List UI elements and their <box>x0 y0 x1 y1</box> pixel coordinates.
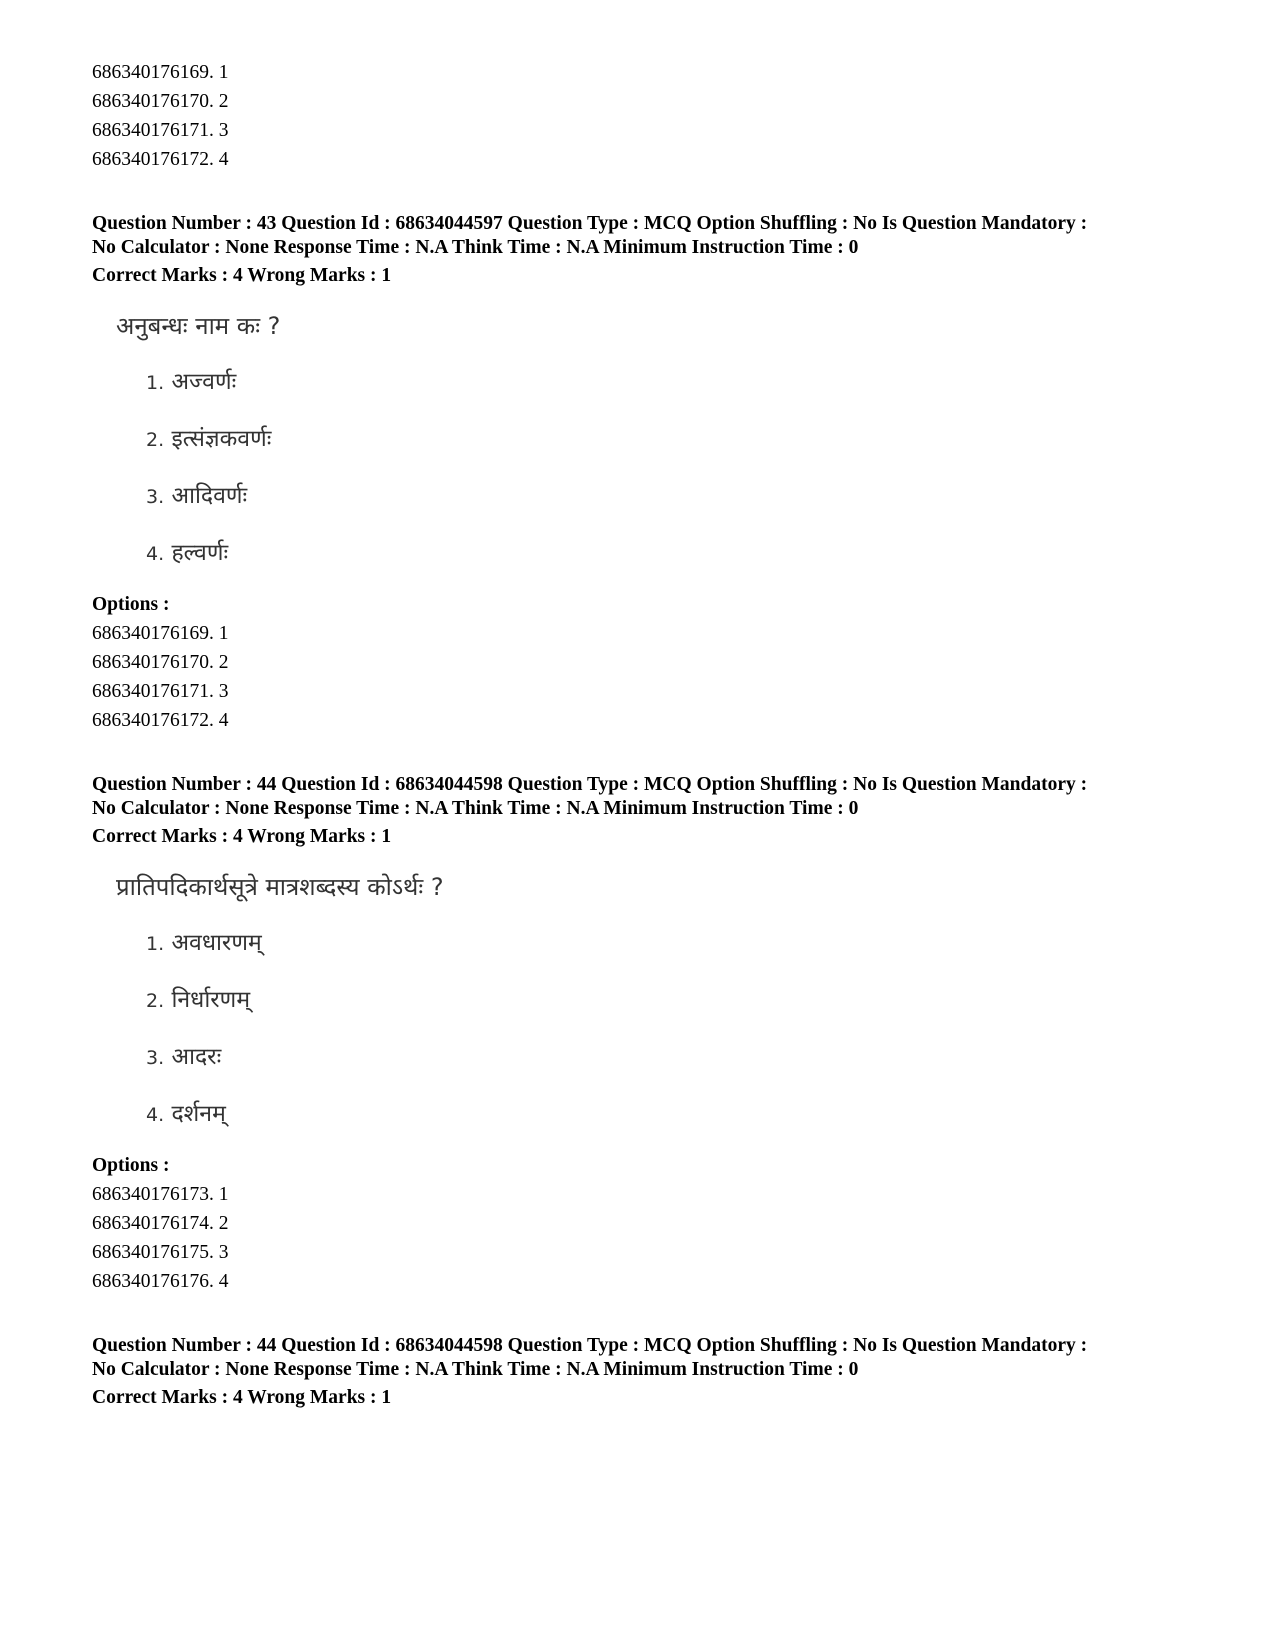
choice-text: अज्वर्णः <box>171 369 237 395</box>
choice-text: दर्शनम् <box>171 1101 226 1127</box>
option-line: 686340176171. 3 <box>92 681 229 702</box>
option-line: 686340176170. 2 <box>92 652 229 673</box>
question-header-line2: No Calculator : None Response Time : N.A Think Time : N.A Minimum Instruction Time : 0 <box>92 1359 859 1380</box>
question-header-line2: No Calculator : None Response Time : N.A Think Time : N.A Minimum Instruction Time : 0 <box>92 237 859 258</box>
question-header <box>92 212 1202 260</box>
question-block-next <box>92 1334 1202 1410</box>
options-label: Options : <box>92 1155 170 1176</box>
question-stem: अनुबन्धः नाम कः ? <box>116 312 281 340</box>
choice-text: आदरः <box>171 1044 222 1070</box>
option-line: 686340176169. 1 <box>92 623 229 644</box>
choice-text: अवधारणम् <box>171 930 262 956</box>
question-body <box>116 873 1202 1129</box>
question-choice <box>146 539 1202 568</box>
question-body <box>116 312 1202 568</box>
choice-number: 3. <box>146 486 165 508</box>
previous-options-list <box>92 58 1202 174</box>
options-list <box>92 1180 1202 1296</box>
question-block-43 <box>92 212 1202 735</box>
question-header-line2: No Calculator : None Response Time : N.A Think Time : N.A Minimum Instruction Time : 0 <box>92 798 859 819</box>
choice-number: 1. <box>146 933 165 955</box>
question-choice <box>146 425 1202 454</box>
question-choice <box>146 1100 1202 1129</box>
question-marks: Correct Marks : 4 Wrong Marks : 1 <box>92 1387 392 1408</box>
document-page <box>92 58 1202 1410</box>
choice-text: आदिवर्णः <box>171 483 248 509</box>
question-choice <box>146 482 1202 511</box>
options-label: Options : <box>92 594 170 615</box>
question-choice <box>146 1043 1202 1072</box>
question-marks: Correct Marks : 4 Wrong Marks : 1 <box>92 826 392 847</box>
question-header-line1: Question Number : 44 Question Id : 68634044598 Question Type : MCQ Option Shuffling : No Is Question Mandatory : <box>92 774 1088 795</box>
question-choice <box>146 929 1202 958</box>
question-header <box>92 773 1202 821</box>
choice-number: 3. <box>146 1047 165 1069</box>
question-header <box>92 1334 1202 1382</box>
option-line: 686340176175. 3 <box>92 1242 229 1263</box>
question-marks: Correct Marks : 4 Wrong Marks : 1 <box>92 265 392 286</box>
choice-number: 4. <box>146 543 165 565</box>
choice-text: निर्धारणम् <box>171 987 251 1013</box>
question-header-line1: Question Number : 43 Question Id : 68634044597 Question Type : MCQ Option Shuffling : No Is Question Mandatory : <box>92 213 1088 234</box>
choice-text: हल्वर्णः <box>171 540 229 566</box>
question-choice <box>146 986 1202 1015</box>
option-line: 686340176172. 4 <box>92 710 229 731</box>
option-line: 686340176174. 2 <box>92 1213 229 1234</box>
choice-text: इत्संज्ञकवर्णः <box>171 426 272 452</box>
choice-number: 2. <box>146 429 165 451</box>
options-list <box>92 619 1202 735</box>
option-line: 686340176169. 1 <box>92 62 229 83</box>
option-line: 686340176170. 2 <box>92 91 229 112</box>
option-line: 686340176172. 4 <box>92 149 229 170</box>
question-choice <box>146 368 1202 397</box>
question-stem: प्रातिपदिकार्थसूत्रे मात्रशब्दस्य कोऽर्थः ? <box>116 873 444 901</box>
choice-number: 4. <box>146 1104 165 1126</box>
choice-number: 1. <box>146 372 165 394</box>
option-line: 686340176171. 3 <box>92 120 229 141</box>
question-block-44 <box>92 773 1202 1296</box>
choice-number: 2. <box>146 990 165 1012</box>
question-header-line1: Question Number : 44 Question Id : 68634044598 Question Type : MCQ Option Shuffling : No Is Question Mandatory : <box>92 1335 1088 1356</box>
option-line: 686340176173. 1 <box>92 1184 229 1205</box>
option-line: 686340176176. 4 <box>92 1271 229 1292</box>
